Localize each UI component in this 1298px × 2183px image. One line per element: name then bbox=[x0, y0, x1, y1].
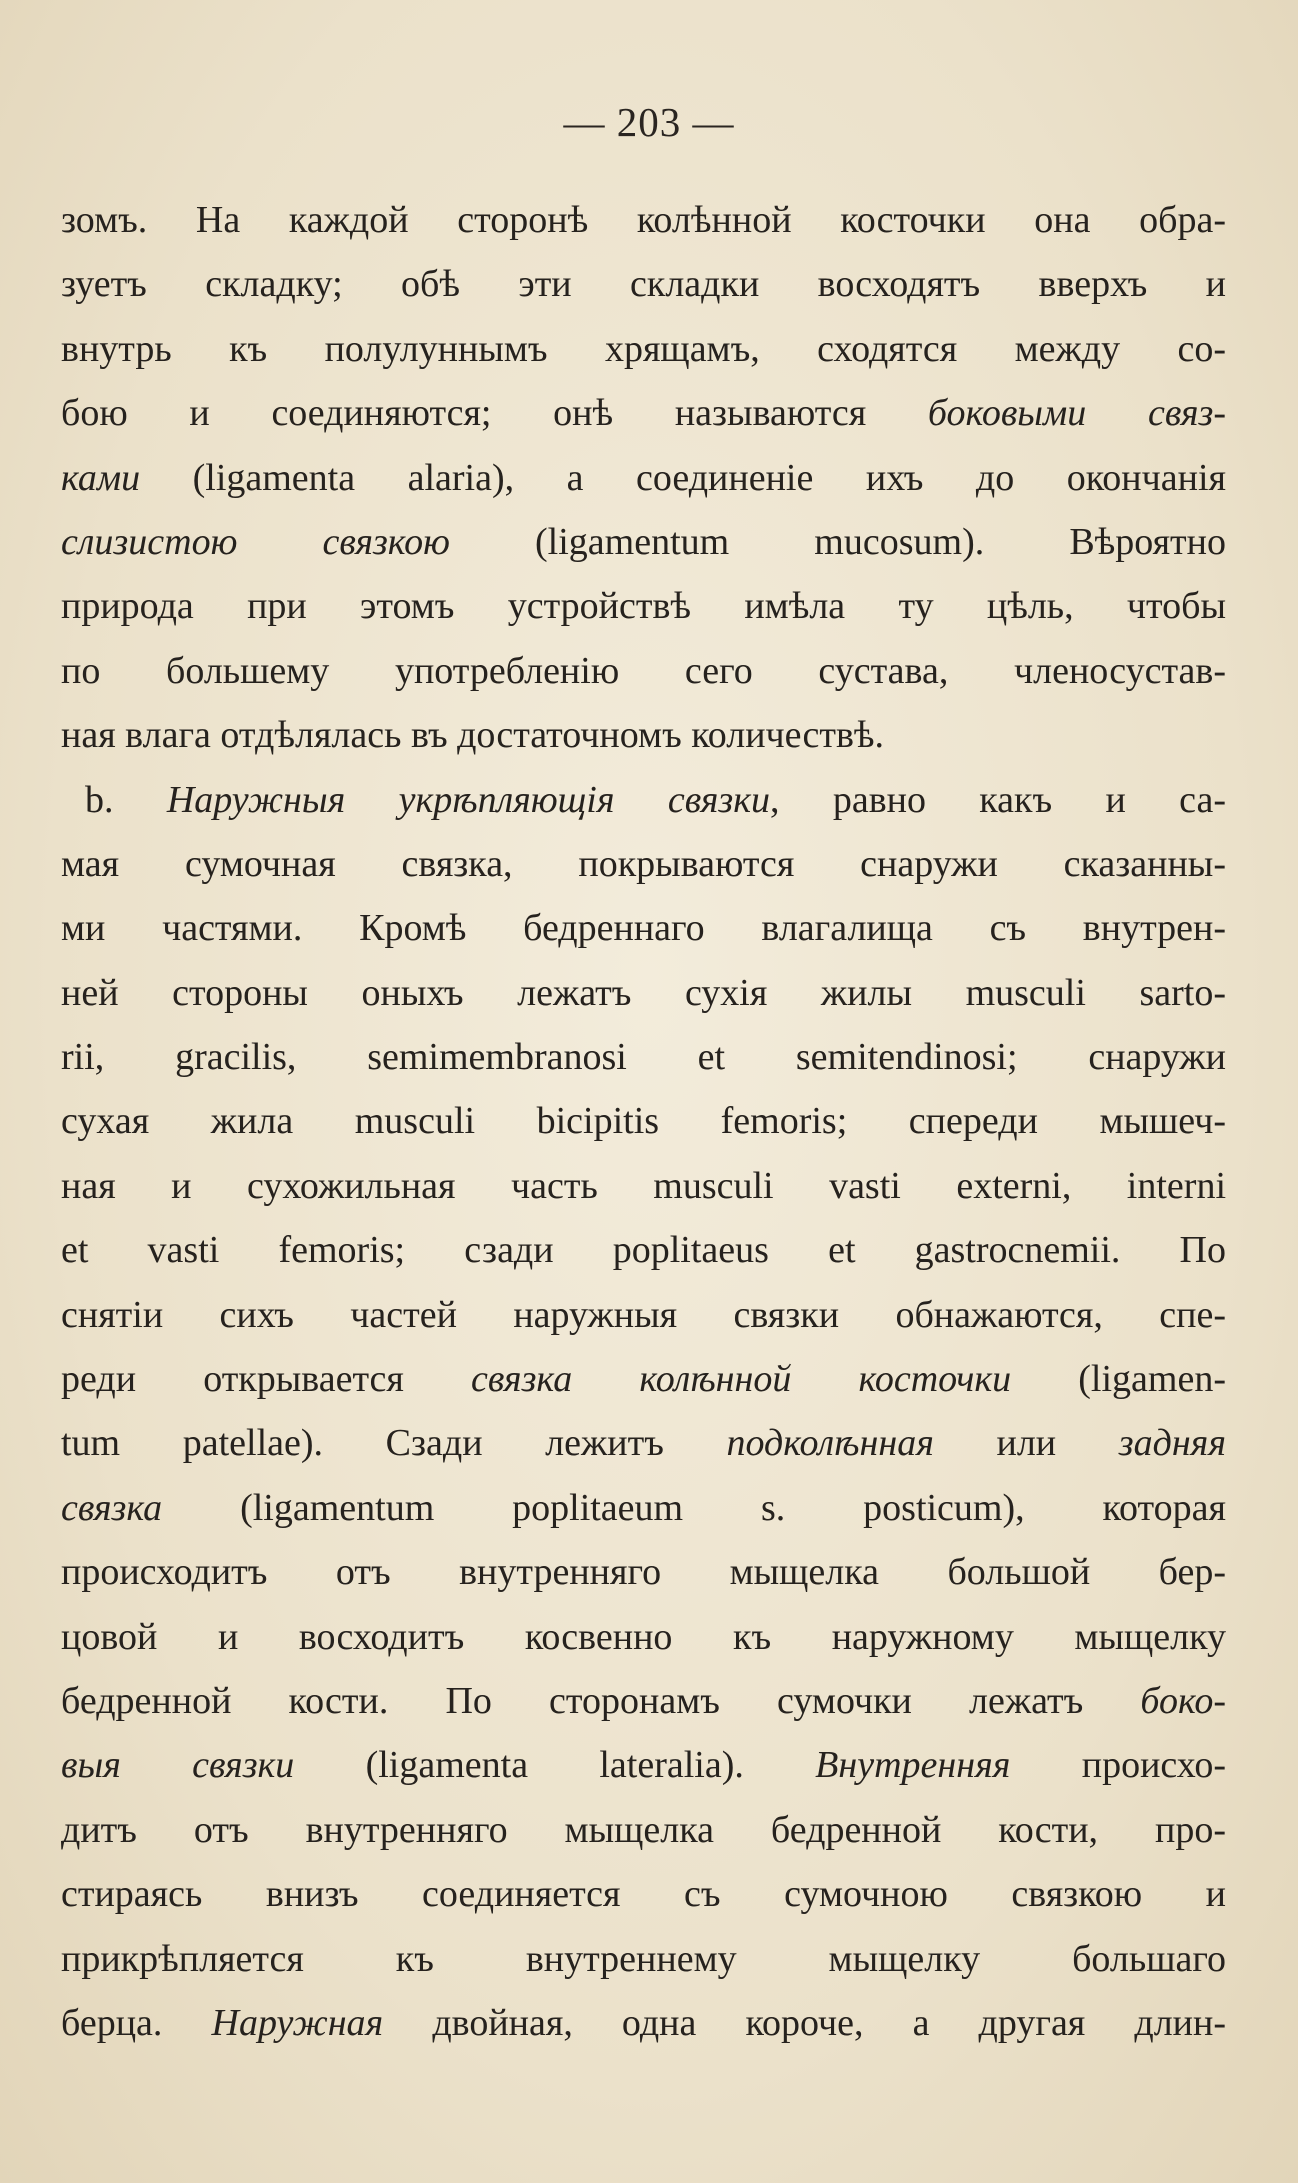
italic-term: связка колѣнной косточки bbox=[471, 1358, 1012, 1401]
italic-term: Внутренняя bbox=[815, 1744, 1011, 1787]
text-run: мая сумочная связка, покрываются снаружи сказанны- bbox=[61, 842, 1226, 885]
text-line bbox=[61, 1540, 1226, 1604]
text-run: внутрь къ полулуннымъ хрящамъ, сходятся между со- bbox=[61, 327, 1226, 370]
body-text bbox=[61, 188, 1226, 2055]
italic-term: Наружная bbox=[211, 2001, 384, 2044]
text-run: снятiи сихъ частей наружныя связки обнажаются, спе- bbox=[61, 1293, 1226, 1336]
text-line bbox=[61, 1927, 1226, 1991]
text-run: природа при этомъ устройствѣ имѣла ту цѣль, чтобы bbox=[61, 585, 1226, 628]
text-run: b. bbox=[85, 778, 167, 821]
text-line bbox=[61, 703, 1226, 767]
text-run: ми частями. Кромѣ бедреннаго влагалища съ внутрен- bbox=[61, 907, 1226, 950]
text-run: происхо- bbox=[1010, 1744, 1226, 1787]
text-line bbox=[61, 961, 1226, 1025]
text-run: по большему употребленiю сего сустава, членосустав- bbox=[61, 649, 1226, 692]
text-line bbox=[61, 446, 1226, 510]
text-run: бою и соединяются; онѣ называются bbox=[61, 392, 928, 435]
text-line bbox=[61, 1025, 1226, 1089]
text-line bbox=[61, 510, 1226, 574]
text-line bbox=[61, 1669, 1226, 1733]
text-line bbox=[61, 252, 1226, 316]
text-line bbox=[61, 381, 1226, 445]
page-number: — 203 — bbox=[563, 99, 735, 145]
text-line bbox=[61, 1733, 1226, 1797]
text-run: прикрѣпляется къ внутреннему мыщелку большаго bbox=[61, 1937, 1226, 1980]
italic-term: задняя bbox=[1118, 1422, 1226, 1465]
italic-term: слизистою связкою bbox=[61, 520, 450, 563]
text-run: сухая жила musculi bicipitis femoris; спереди мышеч- bbox=[61, 1100, 1226, 1143]
italic-term: ками bbox=[61, 456, 141, 499]
text-run: стираясь внизъ соединяется съ сумочною связкою и bbox=[61, 1873, 1226, 1916]
text-line bbox=[61, 1411, 1226, 1475]
italic-term: выя связки bbox=[61, 1744, 295, 1787]
text-line bbox=[61, 574, 1226, 638]
text-line bbox=[61, 1991, 1226, 2055]
text-run: rii, gracilis, semimembranosi et semitendinosi; снаружи bbox=[61, 1036, 1226, 1079]
text-run: (ligamenta lateralia). bbox=[294, 1744, 816, 1787]
text-run: (ligamen- bbox=[1011, 1358, 1226, 1401]
text-run: зомъ. На каждой сторонѣ колѣнной косточки она обра- bbox=[61, 199, 1226, 241]
text-run: ная влага отдѣлялась въ достаточномъ количествѣ. bbox=[61, 714, 885, 757]
text-run: et vasti femoris; сзади poplitaeus et gastrocnemii. По bbox=[61, 1229, 1226, 1272]
text-run: , равно какъ и са- bbox=[770, 778, 1226, 821]
text-line bbox=[61, 639, 1226, 703]
text-line bbox=[61, 1605, 1226, 1669]
text-run: (ligamenta alaria), а соединенiе ихъ до окончанiя bbox=[140, 456, 1226, 499]
text-run: или bbox=[933, 1422, 1119, 1465]
text-run: двойная, одна короче, а другая длин- bbox=[383, 2001, 1226, 2044]
text-line bbox=[61, 1798, 1226, 1862]
italic-term: Наружныя укрѣпляющiя связки bbox=[166, 778, 770, 821]
text-run: дитъ отъ внутренняго мыщелка бедренной кости, про- bbox=[61, 1808, 1226, 1851]
text-line bbox=[61, 1476, 1226, 1540]
text-line bbox=[61, 188, 1226, 252]
text-line bbox=[61, 317, 1226, 381]
text-line bbox=[61, 896, 1226, 960]
text-run: цовой и восходитъ косвенно къ наружному мыщелку bbox=[61, 1615, 1226, 1658]
text-line bbox=[61, 768, 1226, 832]
text-line bbox=[61, 1283, 1226, 1347]
text-line bbox=[61, 1347, 1226, 1411]
text-line bbox=[61, 1862, 1226, 1926]
text-run: (ligamentum mucosum). Вѣроятно bbox=[449, 520, 1226, 563]
italic-term: связка bbox=[61, 1486, 163, 1529]
text-run: зуетъ складку; обѣ эти складки восходятъ вверхъ и bbox=[61, 263, 1226, 306]
text-line bbox=[61, 1218, 1226, 1282]
text-line bbox=[61, 832, 1226, 896]
italic-term: боковыми связ- bbox=[927, 392, 1226, 435]
italic-term: подколѣнная bbox=[726, 1422, 934, 1465]
text-run: tum patellae). Сзади лежитъ bbox=[61, 1422, 727, 1465]
text-run: берца. bbox=[61, 2001, 212, 2044]
text-run: (ligamentum poplitaeum s. posticum), которая bbox=[162, 1486, 1226, 1529]
text-run: бедренной кости. По сторонамъ сумочки лежатъ bbox=[61, 1679, 1141, 1722]
text-run: происходитъ отъ внутренняго мыщелка большой бер- bbox=[61, 1551, 1226, 1594]
text-line bbox=[61, 1089, 1226, 1153]
text-run: ная и сухожильная часть musculi vasti externi, interni bbox=[61, 1164, 1226, 1207]
text-run: ней стороны оныхъ лежатъ сухiя жилы musculi sarto- bbox=[61, 971, 1226, 1014]
italic-term: боко- bbox=[1140, 1679, 1226, 1722]
text-line bbox=[61, 1154, 1226, 1218]
text-run: реди открывается bbox=[61, 1358, 472, 1401]
